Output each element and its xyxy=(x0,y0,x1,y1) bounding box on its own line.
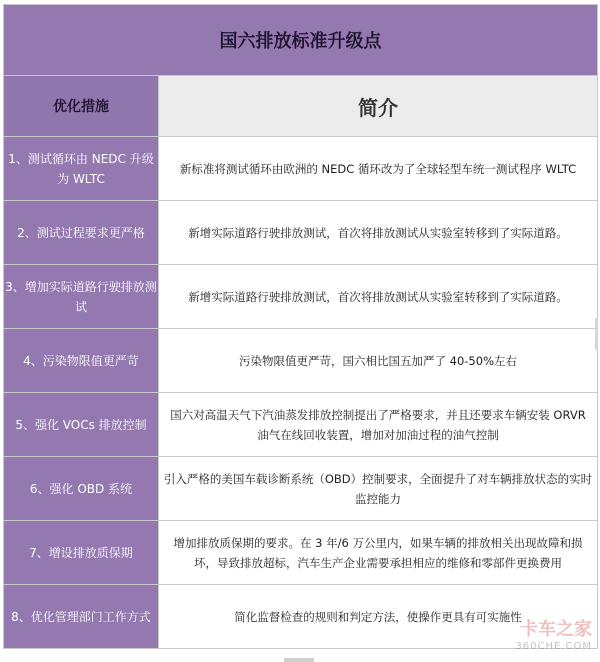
measure-cell: 1、测试循环由 NEDC 升级为 WLTC xyxy=(4,137,159,201)
measure-cell: 7、增设排放质保期 xyxy=(4,521,159,585)
table-row xyxy=(4,457,598,521)
table-row xyxy=(4,393,598,457)
table-row xyxy=(4,265,598,329)
summary-cell: 增加排放质保期的要求。在 3 年/6 万公里内，如果车辆的排放相关出现故障和损坏，导致排放超标，汽车生产企业需要承担相应的维修和零部件更换费用 xyxy=(159,521,598,585)
summary-cell: 新增实际道路行驶排放测试，首次将排放测试从实验室转移到了实际道路。 xyxy=(159,265,598,329)
summary-cell: 国六对高温天气下汽油蒸发排放控制提出了严格要求，并且还要求车辆安装 ORVR 油气在线回收装置，增加对加油过程的油气控制 xyxy=(159,393,598,457)
measure-cell: 8、优化管理部门工作方式 xyxy=(4,585,159,649)
table-title: 国六排放标准升级点 xyxy=(4,5,598,76)
header-summary: 简介 xyxy=(159,76,598,137)
summary-cell: 污染物限值更严苛，国六相比国五加严了 40-50%左右 xyxy=(159,329,598,393)
measure-cell: 4、污染物限值更严苛 xyxy=(4,329,159,393)
summary-cell: 新标准将测试循环由欧洲的 NEDC 循环改为了全球轻型车统一测试程序 WLTC xyxy=(159,137,598,201)
watermark-logo-text: 卡车之家 xyxy=(520,619,592,640)
table-row xyxy=(4,329,598,393)
emission-standard-table xyxy=(3,4,598,649)
header-measure: 优化措施 xyxy=(4,76,159,137)
header-row xyxy=(4,76,598,137)
table-row xyxy=(4,521,598,585)
scroll-edge-mark xyxy=(595,318,598,350)
table-row xyxy=(4,137,598,201)
table-row xyxy=(4,585,598,649)
title-row xyxy=(4,5,598,76)
site-watermark xyxy=(515,615,592,652)
measure-cell: 2、测试过程要求更严格 xyxy=(4,201,159,265)
emission-standard-table-frame xyxy=(3,4,597,649)
measure-cell: 5、强化 VOCs 排放控制 xyxy=(4,393,159,457)
measure-cell: 3、增加实际道路行驶排放测试 xyxy=(4,265,159,329)
summary-cell: 引入严格的美国车载诊断系统（OBD）控制要求，全面提升了对车辆排放状态的实时监控能力 xyxy=(159,457,598,521)
watermark-domain: 360CHE.COM xyxy=(515,641,592,652)
table-row xyxy=(4,201,598,265)
summary-cell: 简化监督检查的规则和判定方法，使操作更具有可实施性 xyxy=(159,585,598,649)
summary-cell: 新增实际道路行驶排放测试，首次将排放测试从实验室转移到了实际道路。 xyxy=(159,201,598,265)
measure-cell: 6、强化 OBD 系统 xyxy=(4,457,159,521)
bottom-edge-mark xyxy=(284,658,314,662)
